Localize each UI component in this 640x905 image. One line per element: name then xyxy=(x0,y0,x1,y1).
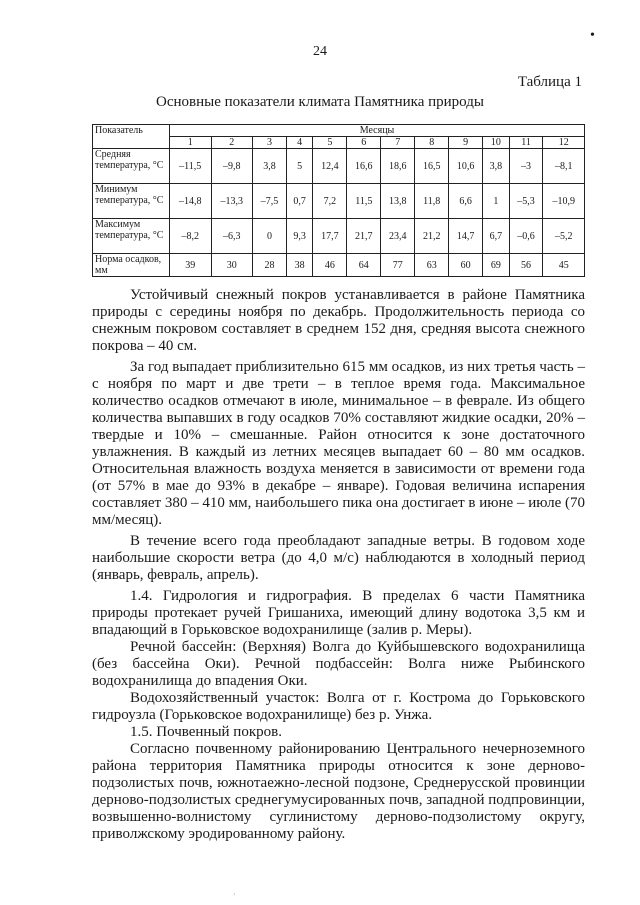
table-cell: 0,7 xyxy=(286,184,312,219)
table-cell: 6,7 xyxy=(483,219,509,254)
table-cell: 11,5 xyxy=(347,184,381,219)
table-cell: –6,3 xyxy=(211,219,253,254)
table-cell: 3,8 xyxy=(483,149,509,184)
table-cell: 38 xyxy=(286,254,312,277)
table-cell: 9,3 xyxy=(286,219,312,254)
paragraph: Устойчивый снежный покров устанавливается в районе Памятника природы с середины ноября по декабрь. Продолжительность периода со снежным покровом составляет в среднем 152 дня, средняя высота снежного покрова – 40 см. xyxy=(92,287,585,354)
table-cell: –5,3 xyxy=(509,184,543,219)
table-cell: –9,8 xyxy=(211,149,253,184)
table-row xyxy=(93,219,585,254)
month-header: 1 xyxy=(170,137,212,149)
paragraph: В течение всего года преобладают западные ветры. В годовом ходе наибольшие скорости ветра (до 4,0 м/с) наблюдаются в холодный период (январь, февраль, апрель). xyxy=(92,533,585,583)
table-cell: 18,6 xyxy=(381,149,415,184)
paragraph: Речной бассейн: (Верхняя) Волга до Куйбышевского водохранилища (без бассейна Оки). Речной подбассейн: Волга ниже Рыбинского водохранилища до впадения Оки. xyxy=(92,639,585,689)
table-cell: –0,6 xyxy=(509,219,543,254)
table-cell: 45 xyxy=(543,254,585,277)
month-header: 7 xyxy=(381,137,415,149)
table-cell: 63 xyxy=(415,254,449,277)
month-header: 10 xyxy=(483,137,509,149)
table-row xyxy=(93,184,585,219)
table-cell: 5 xyxy=(286,149,312,184)
table-cell: –14,8 xyxy=(170,184,212,219)
table-cell: 28 xyxy=(253,254,287,277)
paragraph: 1.4. Гидрология и гидрография. В пределах 6 части Памятника природы протекает ручей Гришаниха, имеющий длину водотока 3,5 км и впадающий в Горьковское водохранилище (залив р. Меры). xyxy=(92,588,585,638)
paragraph: За год выпадает приблизительно 615 мм осадков, из них третья часть – с ноября по март и две трети – в теплое время года. Максимальное количество осадков отмечают в июле, минимальное – в феврале. Из общего количества выпавших в году осадков 70% составляют жидкие осадки, 20% – твердые и 10% – смешанные. Район относится к зоне достаточного увлажнения. В каждый из летних месяцев выпадает 60 – 80 мм осадков. Относительная влажность воздуха меняется в зависимости от времени года (от 57% в мае до 93% в декабре – январе). Годовая величина испарения составляет 380 – 410 мм, наибольшего пика она достигает в июне – июле (70 мм/месяц). xyxy=(92,359,585,528)
table-cell: –13,3 xyxy=(211,184,253,219)
scan-dot-mark: • xyxy=(590,28,595,43)
table-cell: 16,5 xyxy=(415,149,449,184)
month-header: 11 xyxy=(509,137,543,149)
table-cell: 13,8 xyxy=(381,184,415,219)
paragraph: Водохозяйственный участок: Волга от г. Кострома до Горьковского гидроузла (Горьковское водохранилище) без р. Унжа. xyxy=(92,690,585,723)
table-cell: 23,4 xyxy=(381,219,415,254)
table-row xyxy=(93,149,585,184)
table-cell: –8,2 xyxy=(170,219,212,254)
row-label: Максимум температура, °С xyxy=(93,219,170,254)
row-label: Норма осадков, мм xyxy=(93,254,170,277)
table-cell: 7,2 xyxy=(313,184,347,219)
month-header: 5 xyxy=(313,137,347,149)
table-cell: –11,5 xyxy=(170,149,212,184)
table-cell: 3,8 xyxy=(253,149,287,184)
month-header: 9 xyxy=(449,137,483,149)
table-cell: 30 xyxy=(211,254,253,277)
month-header: 6 xyxy=(347,137,381,149)
month-header: 3 xyxy=(253,137,287,149)
table-cell: –10,9 xyxy=(543,184,585,219)
table-title: Основные показатели климата Памятника природы xyxy=(156,94,484,110)
table-cell: 69 xyxy=(483,254,509,277)
table-row xyxy=(93,254,585,277)
table-cell: 11,8 xyxy=(415,184,449,219)
table-cell: –5,2 xyxy=(543,219,585,254)
table-cell: 77 xyxy=(381,254,415,277)
table-cell: –8,1 xyxy=(543,149,585,184)
month-header: 4 xyxy=(286,137,312,149)
month-header: 12 xyxy=(543,137,585,149)
page-number: 24 xyxy=(313,44,327,59)
table-cell: –7,5 xyxy=(253,184,287,219)
table-label: Таблица 1 xyxy=(517,74,582,90)
month-header: 2 xyxy=(211,137,253,149)
table-cell: 39 xyxy=(170,254,212,277)
row-label: Минимум температура, °С xyxy=(93,184,170,219)
month-header: 8 xyxy=(415,137,449,149)
table-cell: 64 xyxy=(347,254,381,277)
row-label: Средняя температура, °С xyxy=(93,149,170,184)
table-cell: 56 xyxy=(509,254,543,277)
table-cell: 6,6 xyxy=(449,184,483,219)
table-cell: 14,7 xyxy=(449,219,483,254)
paragraph: Согласно почвенному районированию Центрального нечерноземного района территория Памятника природы относится к зоне дерново-подзолистых почв, южнотаежно-лесной подзоне, Среднерусской провинции дерново-подзолистых среднегумусированных почв, западной подпровинции, возвышенно-волнистому суглинистому дерново-подзолистому округу, приволжскому эродированному району. xyxy=(92,741,585,842)
table-cell: 0 xyxy=(253,219,287,254)
body-text xyxy=(92,287,585,843)
column-header-months: Месяцы xyxy=(170,125,585,137)
table-cell: 46 xyxy=(313,254,347,277)
table-cell: 60 xyxy=(449,254,483,277)
climate-table xyxy=(92,124,585,277)
table-cell: 21,7 xyxy=(347,219,381,254)
table-cell: 10,6 xyxy=(449,149,483,184)
table-cell: 12,4 xyxy=(313,149,347,184)
column-header-parameter: Показатель xyxy=(93,125,170,149)
table-cell: 16,6 xyxy=(347,149,381,184)
table-cell: 1 xyxy=(483,184,509,219)
scan-artifact-mark: · xyxy=(233,890,236,899)
table-cell: –3 xyxy=(509,149,543,184)
table-body xyxy=(93,149,585,277)
paragraph: 1.5. Почвенный покров. xyxy=(130,724,282,740)
table-cell: 21,2 xyxy=(415,219,449,254)
table-cell: 17,7 xyxy=(313,219,347,254)
